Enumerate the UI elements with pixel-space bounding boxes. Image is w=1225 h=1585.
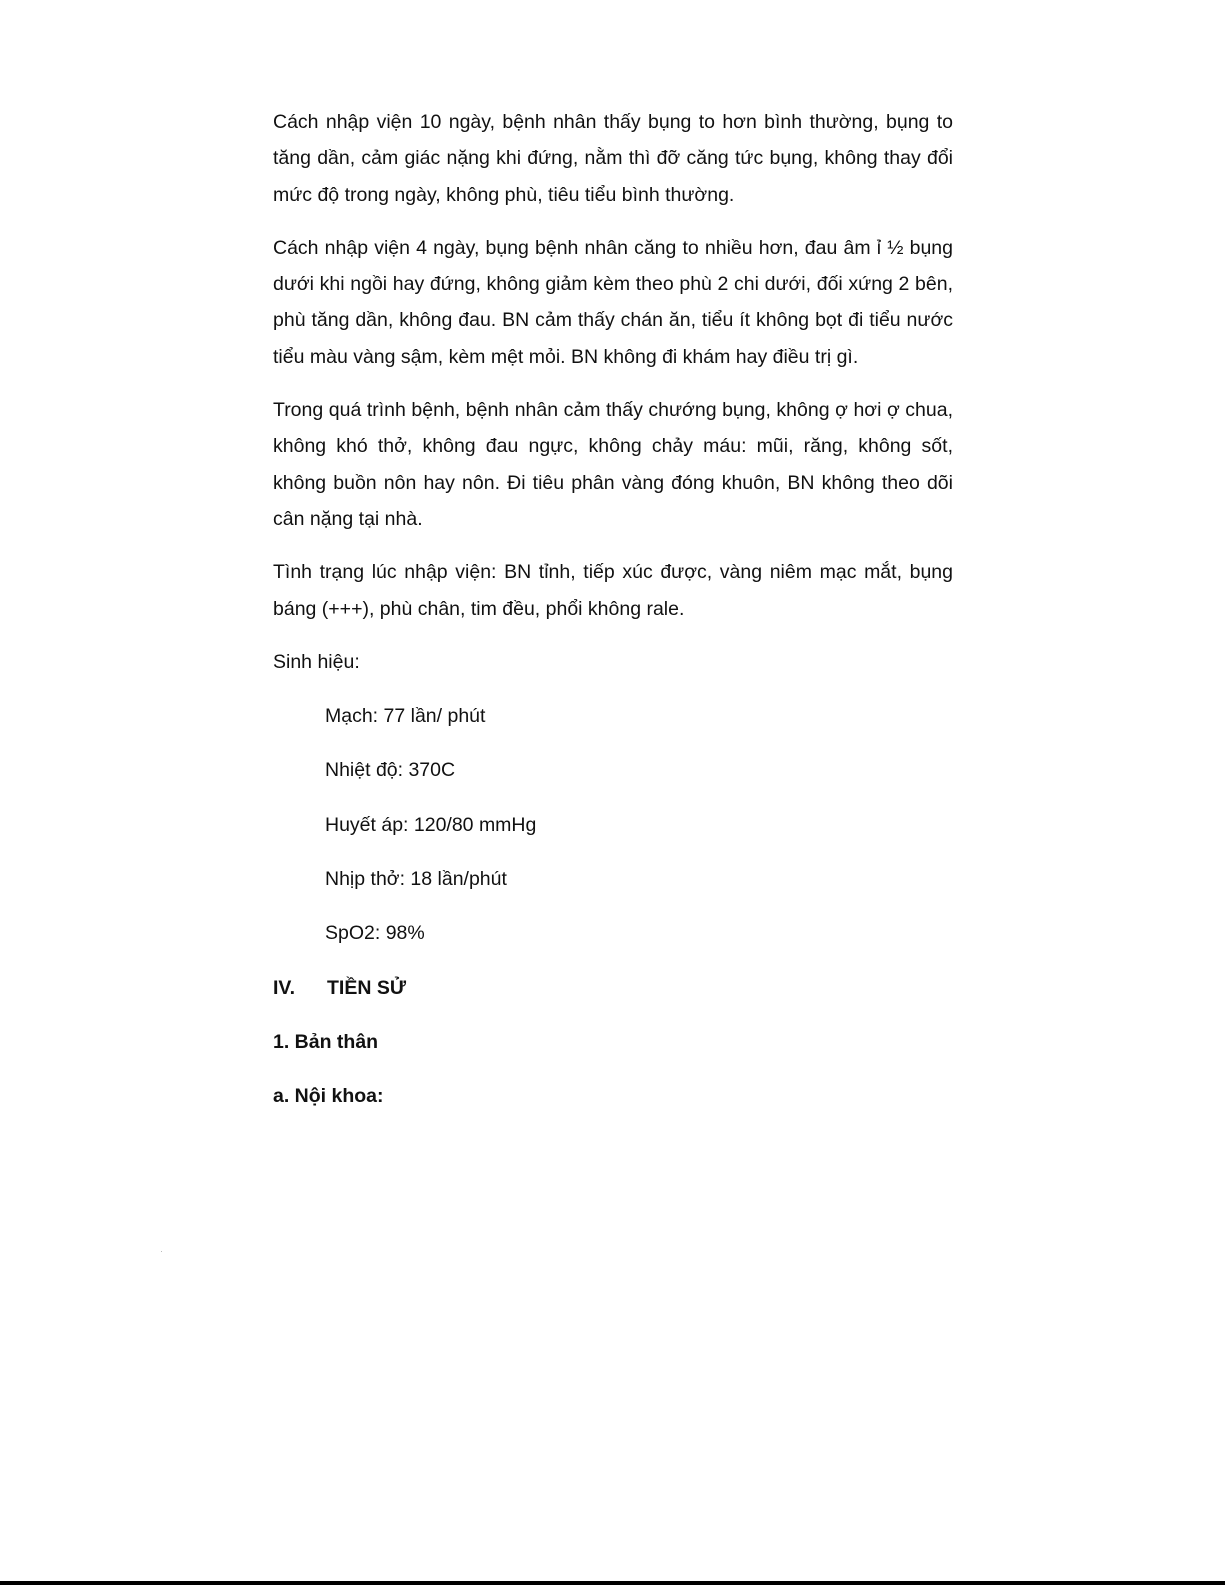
section-number: IV. xyxy=(273,976,296,999)
section-title: TIỀN SỬ xyxy=(327,976,407,999)
vital-pulse: Mạch: 77 lần/ phút xyxy=(325,704,486,727)
subsection-heading: 1. Bản thân xyxy=(273,1030,379,1053)
document-page xyxy=(273,104,953,1132)
subsubsection-heading: a. Nội khoa: xyxy=(273,1084,384,1107)
paragraph-onset-10-days: Cách nhập viện 10 ngày, bệnh nhân thấy bụng to hơn bình thường, bụng to tăng dần, cảm giác nặng khi đứng, nằm thì đỡ căng tức bụng, không thay đổi mức độ trong ngày, không phù, tiêu tiểu bình thường. xyxy=(273,111,953,206)
section-heading xyxy=(273,970,953,1024)
paragraph-disease-course: Trong quá trình bệnh, bệnh nhân cảm thấy chướng bụng, không ợ hơi ợ chua, không khó thở, không đau ngực, không chảy máu: mũi, răng, không sốt, không buồn nôn hay nôn. Đi tiêu phân vàng đóng khuôn, BN không theo dõi cân nặng tại nhà. xyxy=(273,399,953,530)
paragraph-onset-4-days: Cách nhập viện 4 ngày, bụng bệnh nhân căng to nhiều hơn, đau âm ỉ ½ bụng dưới khi ngồi hay đứng, không giảm kèm theo phù 2 chi dưới, đối xứng 2 bên, phù tăng dần, không đau. BN cảm thấy chán ăn, tiểu ít không bọt đi tiểu nước tiểu màu vàng sậm, kèm mệt mỏi. BN không đi khám hay điều trị gì. xyxy=(273,236,953,368)
vital-spo2: SpO2: 98% xyxy=(325,922,425,945)
vitals-title: Sinh hiệu: xyxy=(273,650,360,673)
vitals-list xyxy=(273,698,953,970)
vital-respiratory-rate: Nhịp thở: 18 lần/phút xyxy=(325,868,507,891)
scan-speck xyxy=(161,1251,162,1252)
vital-blood-pressure: Huyết áp: 120/80 mmHg xyxy=(325,813,537,836)
paragraph-admission-status: Tình trạng lúc nhập viện: BN tỉnh, tiếp xúc được, vàng niêm mạc mắt, bụng báng (+++), phù chân, tim đều, phổi không rale. xyxy=(273,561,953,620)
vital-temperature: Nhiệt độ: 370C xyxy=(325,759,456,782)
page-bottom-edge xyxy=(0,1581,1225,1585)
